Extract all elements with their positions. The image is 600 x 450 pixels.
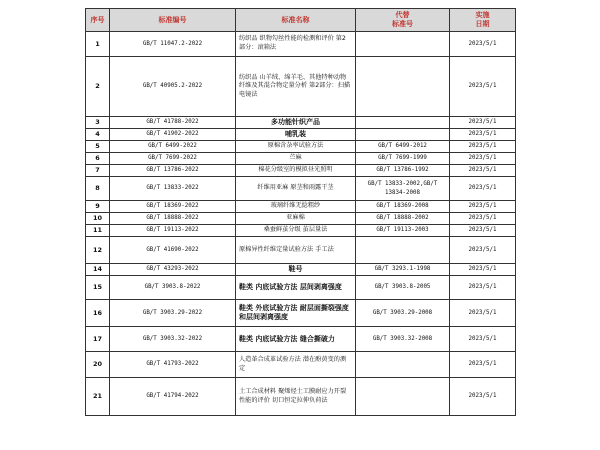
cell-date: 2023/5/1 xyxy=(450,117,516,129)
cell-code: GB/T 3903.29-2022 xyxy=(110,300,236,327)
header-code: 标准编号 xyxy=(110,9,236,32)
cell-replaced xyxy=(356,117,450,129)
cell-code: GB/T 19113-2022 xyxy=(110,225,236,237)
cell-replaced xyxy=(356,378,450,416)
cell-code: GB/T 7699-2022 xyxy=(110,153,236,165)
table-row xyxy=(86,153,516,165)
cell-seq: 15 xyxy=(86,276,110,300)
cell-name: 纺织品 织物勾丝性能的检测和评价 第2部分：滚箱法 xyxy=(236,32,356,57)
cell-name: 鞋号 xyxy=(236,264,356,276)
cell-date: 2023/5/1 xyxy=(450,129,516,141)
cell-date: 2023/5/1 xyxy=(450,237,516,264)
cell-date: 2023/5/1 xyxy=(450,141,516,153)
cell-code: GB/T 13833-2022 xyxy=(110,177,236,201)
cell-seq: 16 xyxy=(86,300,110,327)
header-date-line2: 日期 xyxy=(475,20,490,28)
cell-code: GB/T 11047.2-2022 xyxy=(110,32,236,57)
cell-seq: 14 xyxy=(86,264,110,276)
table-row xyxy=(86,201,516,213)
table-row xyxy=(86,300,516,327)
cell-date: 2023/5/1 xyxy=(450,225,516,237)
header-seq: 序号 xyxy=(86,9,110,32)
cell-seq: 8 xyxy=(86,177,110,201)
cell-name: 玻璃纤维无捻粗纱 xyxy=(236,201,356,213)
table-row xyxy=(86,352,516,378)
table-row xyxy=(86,225,516,237)
cell-date: 2023/5/1 xyxy=(450,300,516,327)
cell-seq: 20 xyxy=(86,352,110,378)
cell-code: GB/T 3903.8-2022 xyxy=(110,276,236,300)
cell-replaced xyxy=(356,57,450,117)
cell-code: GB/T 3903.32-2022 xyxy=(110,327,236,352)
table-row xyxy=(86,32,516,57)
cell-date: 2023/5/1 xyxy=(450,165,516,177)
header-replaced-line2: 标准号 xyxy=(392,20,413,28)
cell-name: 人造革合成革试验方法 潜在酚黄变的测定 xyxy=(236,352,356,378)
cell-name: 桑蚕鲜茧分级 茧层量法 xyxy=(236,225,356,237)
cell-date: 2023/5/1 xyxy=(450,213,516,225)
cell-code: GB/T 40905.2-2022 xyxy=(110,57,236,117)
cell-replaced: GB/T 3293.1-1998 xyxy=(356,264,450,276)
cell-seq: 17 xyxy=(86,327,110,352)
cell-date: 2023/5/1 xyxy=(450,276,516,300)
cell-date: 2023/5/1 xyxy=(450,32,516,57)
header-replaced-line1: 代替 xyxy=(395,11,410,19)
cell-date: 2023/5/1 xyxy=(450,378,516,416)
cell-date: 2023/5/1 xyxy=(450,201,516,213)
cell-replaced xyxy=(356,129,450,141)
table-row xyxy=(86,237,516,264)
cell-replaced: GB/T 18369-2008 xyxy=(356,201,450,213)
cell-seq: 1 xyxy=(86,32,110,57)
cell-replaced: GB/T 6499-2012 xyxy=(356,141,450,153)
cell-code: GB/T 13786-2022 xyxy=(110,165,236,177)
cell-name: 鞋类 外底试验方法 耐层面撕裂强度和层间剥离强度 xyxy=(236,300,356,327)
cell-replaced: GB/T 3903.32-2008 xyxy=(356,327,450,352)
cell-code: GB/T 41690-2022 xyxy=(110,237,236,264)
cell-seq: 2 xyxy=(86,57,110,117)
cell-code: GB/T 18888-2022 xyxy=(110,213,236,225)
cell-name: 原棉含杂率试验方法 xyxy=(236,141,356,153)
cell-code: GB/T 41794-2022 xyxy=(110,378,236,416)
cell-seq: 6 xyxy=(86,153,110,165)
cell-replaced xyxy=(356,32,450,57)
cell-seq: 12 xyxy=(86,237,110,264)
table-row xyxy=(86,264,516,276)
cell-seq: 4 xyxy=(86,129,110,141)
table-header-row xyxy=(86,9,516,32)
cell-date: 2023/5/1 xyxy=(450,177,516,201)
cell-date: 2023/5/1 xyxy=(450,352,516,378)
header-name: 标准名称 xyxy=(236,9,356,32)
cell-replaced: GB/T 3903.29-2008 xyxy=(356,300,450,327)
cell-seq: 5 xyxy=(86,141,110,153)
cell-replaced: GB/T 13833-2002,GB/T 13834-2008 xyxy=(356,177,450,201)
cell-seq: 21 xyxy=(86,378,110,416)
cell-seq: 10 xyxy=(86,213,110,225)
cell-seq: 9 xyxy=(86,201,110,213)
cell-replaced xyxy=(356,237,450,264)
cell-name: 鞋类 内底试验方法 层间剥离强度 xyxy=(236,276,356,300)
cell-name: 多功能针织产品 xyxy=(236,117,356,129)
table-row xyxy=(86,57,516,117)
cell-seq: 3 xyxy=(86,117,110,129)
cell-replaced xyxy=(356,352,450,378)
table-row xyxy=(86,177,516,201)
cell-name: 鞋类 内底试验方法 缝合撕破力 xyxy=(236,327,356,352)
table-row xyxy=(86,327,516,352)
cell-date: 2023/5/1 xyxy=(450,327,516,352)
cell-seq: 11 xyxy=(86,225,110,237)
cell-date: 2023/5/1 xyxy=(450,264,516,276)
cell-replaced: GB/T 3903.8-2005 xyxy=(356,276,450,300)
table-row xyxy=(86,117,516,129)
cell-name: 纤维用亚麻 原茎和雨露干茎 xyxy=(236,177,356,201)
cell-replaced: GB/T 13786-1992 xyxy=(356,165,450,177)
cell-replaced: GB/T 19113-2003 xyxy=(356,225,450,237)
cell-code: GB/T 41793-2022 xyxy=(110,352,236,378)
table-row xyxy=(86,165,516,177)
standards-table xyxy=(85,8,516,416)
table-row xyxy=(86,129,516,141)
cell-name: 棉花分级室的模拟昼光照明 xyxy=(236,165,356,177)
cell-name: 苎麻 xyxy=(236,153,356,165)
cell-name: 哺乳装 xyxy=(236,129,356,141)
cell-code: GB/T 43293-2022 xyxy=(110,264,236,276)
table-row xyxy=(86,378,516,416)
cell-code: GB/T 41902-2022 xyxy=(110,129,236,141)
table-row xyxy=(86,276,516,300)
cell-name: 亚麻棉 xyxy=(236,213,356,225)
header-replaced xyxy=(356,9,450,32)
cell-name: 原棉异性纤维定量试验方法 手工法 xyxy=(236,237,356,264)
cell-code: GB/T 18369-2022 xyxy=(110,201,236,213)
cell-name: 土工合成材料 聚烯烃土工膜耐应力开裂性能的评价 切口恒定拉伸负荷法 xyxy=(236,378,356,416)
cell-name: 纺织品 山羊绒、绵羊毛、其他特种动物纤维及其混合物定量分析 第2部分：扫描电镜法 xyxy=(236,57,356,117)
header-date-line1: 实施 xyxy=(475,11,490,19)
cell-code: GB/T 6499-2022 xyxy=(110,141,236,153)
cell-replaced: GB/T 7699-1999 xyxy=(356,153,450,165)
cell-code: GB/T 41788-2022 xyxy=(110,117,236,129)
cell-date: 2023/5/1 xyxy=(450,153,516,165)
table-row xyxy=(86,213,516,225)
table-row xyxy=(86,141,516,153)
header-date xyxy=(450,9,516,32)
cell-seq: 7 xyxy=(86,165,110,177)
cell-replaced: GB/T 18888-2002 xyxy=(356,213,450,225)
cell-date: 2023/5/1 xyxy=(450,57,516,117)
